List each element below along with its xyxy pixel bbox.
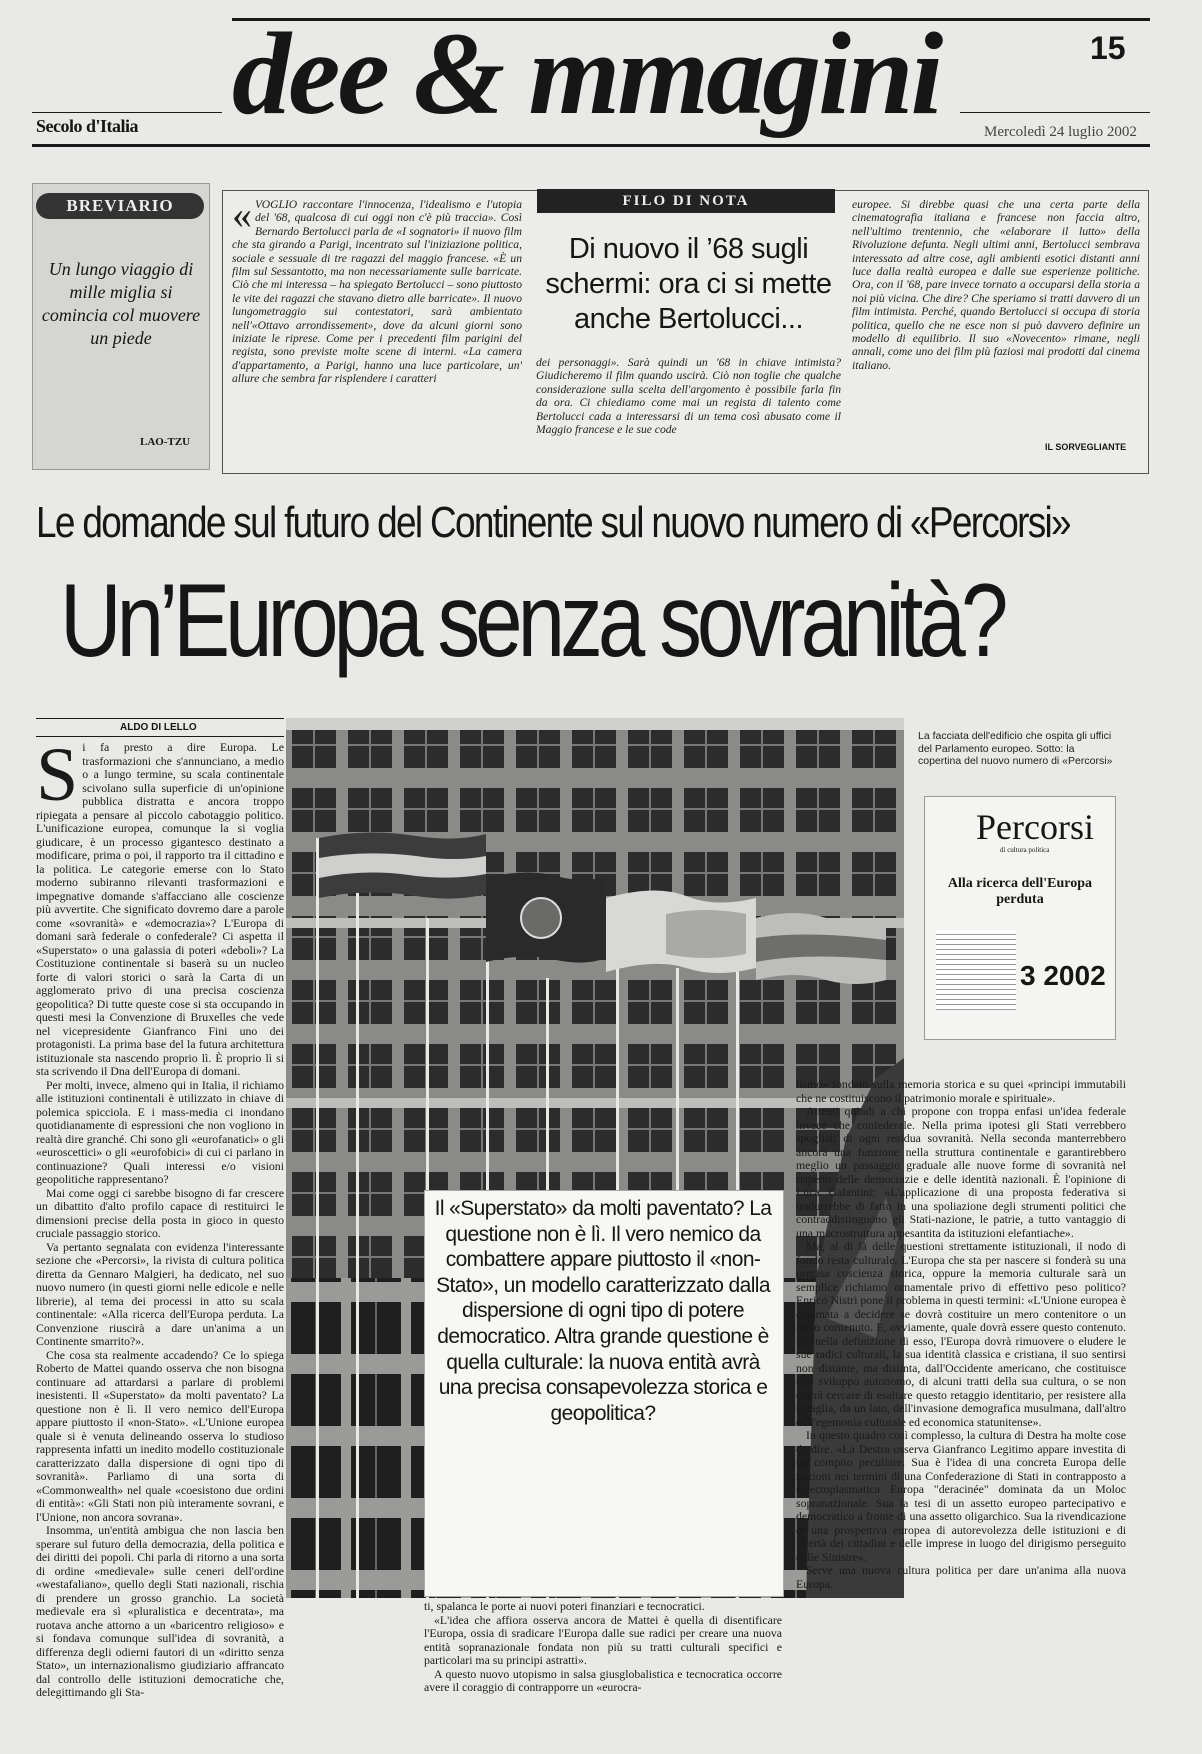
- masthead-left-rule: [32, 112, 222, 113]
- filo-di-nota-headline: Di nuovo il ’68 sugli schermi: ora ci si mette anche Bertolucci...: [545, 233, 832, 335]
- drop-cap: S: [36, 741, 79, 817]
- breviario-label: BREVIARIO: [36, 193, 204, 219]
- opening-quote-mark: «: [232, 198, 252, 237]
- paragraph: Ma, al di là delle questioni strettamente istituzionali, il nodo di fondo resta culturale. L'Europa che sta per nascere si fonderà su una precisa coscienza storica, oppure la memoria culturale sarà un semplice richiamo ornamentale privo di effettivo peso politico? Enrico Nistri pone il problema in questi termini: «L'Unione europea è chiamata a decidere se dovrà costituire un mero contenitore o un mero contenuto. E, ovviamente, quale dovrà essere questo contenuto. Se, nella definizione di esso, l'Europa dovrà rimuovere o eludere le sue radici culturali, la sua identità classica e cristiana, il suo sentirsi non distante, ma distinta, dall'Occidente americano, che costituisce uno sviluppo autonomo, di alcuni tratti della sua cultura, o se non dovrà cercare di esaltare questo retaggio identitario, per resistere alla tenaglia, da un lato, dell'invasione demografica musulmana, dall'altro dell'egemonia culturale ed economica statunitense».: [796, 1239, 1126, 1429]
- percorsi-cover-subtitle: di cultura politica: [1000, 846, 1050, 854]
- pull-quote: Il «Superstato» da molti paventato? La questione non è lì. Il vero nemico da combattere appare piuttosto il «non-Stato», un modello caratterizzato dalla dispersione di ogni tipo di potere democratico. Altra grande questione è quella culturale: la nuova entità avrà una precisa consapevolezza storica e geopolitica?: [434, 1197, 772, 1425]
- article-column-1: [36, 741, 284, 1744]
- percorsi-cover-lines: [936, 930, 1016, 1010]
- paragraph: Mai come oggi ci sarebbe bisogno di far crescere un dibattito d'alto profilo capace di restituirci le dimensioni precise della posta in gioco in questo cruciale passaggio storico.: [36, 1185, 284, 1240]
- issue-date: Mercoledì 24 luglio 2002: [984, 124, 1137, 140]
- masthead-bottom-rule: [32, 144, 1150, 147]
- paragraph: lismo» fondato sulla memoria storica e su quei «principi immutabili che ne costituiscono il patrimonio morale e spirituale».: [796, 1078, 1126, 1105]
- filo-di-nota-text-1: VOGLIO raccontare l'innocenza, l'idealismo e l'utopia del '68, qualcosa di cui oggi non c'è più traccia». Così Bernardo Bertolucci parla de «I sognatori» il nuovo film che sta girando a Parigi, incentrato sul l'iniziazione politica, sociale e sessuale di tre ragazzi del maggio francese. «È un film sul Sessantotto, ma non necessariamente sulle barricate. Ciò che mi interessa – ha spiegato Bertolucci – sono piuttosto le vite dei ragazzi che stavano dietro alle barricate». Il nuovo lungometraggio sui contestatori, sarà ambientato nell'«Ottavo arrondissement», dove da alcuni giorni sono iniziate le riprese. Come per i precedenti film parigini del regista, sono previste molte scene di interni. «La camera d'appartamento, a Parigi, hanno una luce particolare, un' allure che sembra far risplendere i caratteri: [232, 198, 522, 386]
- masthead-right-rule: [960, 112, 1150, 113]
- article-column-2: [424, 1600, 782, 1744]
- article-byline: ALDO DI LELLO: [120, 722, 197, 733]
- newspaper-name: Secolo d'Italia: [36, 116, 139, 136]
- article-headline: Un’Europa senza sovranità?: [60, 563, 1004, 679]
- page-number: 15: [1090, 30, 1126, 66]
- percorsi-cover-title: Percorsi: [976, 807, 1094, 847]
- article-column-3: [796, 1078, 1126, 1744]
- filo-di-nota-column-2: dei personaggi». Sarà quindi un '68 in chiave intimista? Giudicheremo il film quando uscirà. Ciò non toglie che qualche considerazione sulla scelta dell'argomento è possibile farla fin da ora. Ci chiediamo come mai un regista di talento come Bertolucci cada a interessarsi di un tema così abusato come il Maggio francese e le sue code: [536, 356, 841, 437]
- paragraph: ti, spalanca le porte ai nuovi poteri finanziari e tecnocratici.: [424, 1600, 705, 1613]
- paragraph: A questo nuovo utopismo in salsa giusglobalistica e tecnocratica occorre avere il coraggio di contrapporre un «eurocra-: [424, 1666, 782, 1694]
- section-title: dee & mmagini: [232, 8, 941, 139]
- filo-di-nota-signature: IL SORVEGLIANTE: [1045, 442, 1127, 452]
- article-kicker: Le domande sul futuro del Continente sul nuovo numero di «Percorsi»: [36, 498, 1070, 547]
- paragraph: Per molti, invece, almeno qui in Italia, il richiamo alle istituzioni continentali è utilizzato in chiave di polemica spicciola. E i mass-media ci inondano quotidianamente di espressioni che non vogliono in realtà dire granché. Chi sono gli «eurofanatici» o gli «euroscettici» o gli «eurofobici» di cui ci parlano in continuazione? Quali interessi e/o visioni geopolitiche rappresentano?: [36, 1077, 284, 1186]
- breviario-quote: Un lungo viaggio di mille miglia si comincia col muovere un piede: [41, 259, 201, 348]
- paragraph: Che cosa sta realmente accadendo? Ce lo spiega Roberto de Mattei quando osserva che non bisogna continuare ad attardarsi a parlare di problemi inesistenti. Il «Superstato» da molti paventato? La questione non è lì. Il vero nemico dell'Europa appare piuttosto il «non-Stato». «L'Unione europea quale si è venuta delineando osserva lo studioso rappresenta infatti un inedito modello costituzionale caratterizzato dalla dispersione di ogni tipo di sovranità». Parliamo di una sorta di «Commonwealth» nel quale «coesistono due ordini di entità»: «Gli Stati non più interamente sovrani, e l'Unione, non ancora sovrana».: [36, 1347, 284, 1524]
- filo-di-nota-column-3: europee. Si direbbe quasi che una certa parte della cinematografia italiana e francese non faccia altro, nell'ultimo trentennio, che «elaborare il lutto» della Rivoluzione defunta. Negli ultimi anni, Bertolucci sembrava interessato ad altre cose, agli ambienti esotici distanti anni luce dalla realtà europea e dalle sue esperienze politiche. Ora, con il '68, pare invece tornato a occuparsi della storia a noi più vicina. Che dire? Che speriamo si tratti davvero di un film intimista. Perché, quando Bertolucci si occupa di storia politica, quello che ne esce non si può davvero definire un modello di equilibrio. Il suo «Novecento» rimane, negli annali, come uno dei film più faziosi mai prodotti dal cinema italiano.: [852, 198, 1140, 372]
- paragraph: i fa presto a dire Europa. Le trasformazioni che s'annunciano, a medio o a lungo termine, su scala continentale scivolano sulla superficie di un'opinione pubblica distratta e ancora troppo ripiegata a pensare al piccolo cabotaggio politico. L'unificazione europea, comunque la si voglia giudicare, è un processo gigantesco destinato a modificare, prima o poi, il rapporto tra il cittadino e la politica. Le categorie emerse con lo Stato moderno subiranno rilevanti trasformazioni e impegnative domande s'affacciano alle coscienze più avvertite. Che significato dovremo dare a parole come «sovranità» e «democrazia»? L'Europa di domani sarà federale o confederale? Ci aspetta il «Superstato» o una galassia di poteri «deboli»? La Costituzione continentale si baserà su un nucleo forte di valori storici o sarà la Carta di un agglomerato privo di una precisa coscienza geopolitica? Di tutte queste cose si sta occupando in questi mesi la Convenzione di Bruxelles che vede nel vicepresidente Gianfranco Fini uno dei protagonisti. La prima base del la futura architettura istituzionale sta nascendo proprio lì. È proprio lì si sta scrivendo il Dna dell'Europa di domani.: [36, 741, 284, 1078]
- breviario-author: LAO-TZU: [140, 436, 191, 448]
- paragraph: Attenti quindi a chi propone con troppa enfasi un'idea federale invece che confederale. Nella prima ipotesi gli Stati verrebbero spogliati di ogni residua sovranità. Nella seconda manterrebbero ancora una funzione nella struttura continentale e garantirebbero meglio un passaggio graduale alle nuove forme di sovranità nel rispetto delle democrazie e delle identità nazionali. È l'opinione di Luca Galantini: «L'applicazione di una proposta federativa si tradurrebbe di fatto in una spoliazione degli strumenti politici che contraddistinguono gli Stati-nazione, le patrie, a tutto vantaggio di una macrostruttura appesantita da istituzioni elefantiache».: [796, 1104, 1126, 1240]
- byline-underline: [36, 736, 284, 737]
- paragraph: «L'idea che affiora osserva ancora de Mattei è quella di disentificare l'Europa, ossia di sradicare l'Europa dalle sue radici per creare una nuova entità sopranazionale fondata non più su tratti culturali specifici e particolari ma su principi astratti».: [424, 1612, 782, 1667]
- paragraph: In questo quadro così complesso, la cultura di Destra ha molte cose da dire. «La Destra osserva Gianfranco Legitimo appare investita di un compito peculiare. Sua è l'idea di una concreta Europa delle nazioni nei termini di una Confederazione di Stati in contrapposto a un'ectoplasmatica Europa "deracinée" dominata da un Moloc sopranazionale. Sua la tesi di un assetto europeo partecipativo e democratico a fronte di una assetto oligarchico. Sua la rivendicazione di una prospettiva europea di autorevolezza delle istituzioni e di libertà dei cittadini e delle imprese in luogo del dirigismo perseguito dalle Sinistre».: [796, 1428, 1126, 1564]
- photo-caption: La facciata dell'edificio che ospita gli uffici del Parlamento europeo. Sotto: la copertina del nuovo numero di «Percorsi»: [918, 730, 1113, 767]
- percorsi-cover-headline: Alla ricerca dell'Europa perduta: [947, 876, 1093, 907]
- paragraph: Insomma, un'entità ambigua che non lascia ben sperare sul futuro della democrazia, della politica e dei diritti dei popoli. Chi parla di ritorno a una sorta di ordine «medievale» sulle ceneri dell'ordine «westafaliano», quello degli Stati nazionali, rischia di prendere un grosso granchio. La società medievale era sì «pluralistica e decentrata», ma ruotava anche attorno a un «baricentro religioso» e si fondava comunque sull'idea di sovranità, a differenza degli odierni fautori di un «diritto senza Stato», un internazionalismo giudiziario affrancato dal controllo delle istituzioni democratiche che, delegittimando gli Sta-: [36, 1523, 284, 1699]
- paragraph: Va pertanto segnalata con evidenza l'interessante sezione che «Percorsi», la rivista di cultura politica diretta da Gennaro Malgieri, ha dedicato, nel suo nuovo numero (in questi giorni nelle edicole e nelle librerie), al tema dei processi in atto su scala continentale: «Alla ricerca dell'Europa perduta. La Convenzione riuscirà a dare un'anima a un Continente smarrito?».: [36, 1239, 284, 1348]
- percorsi-cover-issue: 3 2002: [1020, 960, 1106, 991]
- byline-rule: [36, 718, 284, 719]
- paragraph: Serve una nuova cultura politica per dare un'anima alla nuova Europa.: [796, 1563, 1126, 1591]
- filo-di-nota-column-1: [232, 198, 522, 466]
- filo-di-nota-label: FILO DI NOTA: [537, 189, 835, 213]
